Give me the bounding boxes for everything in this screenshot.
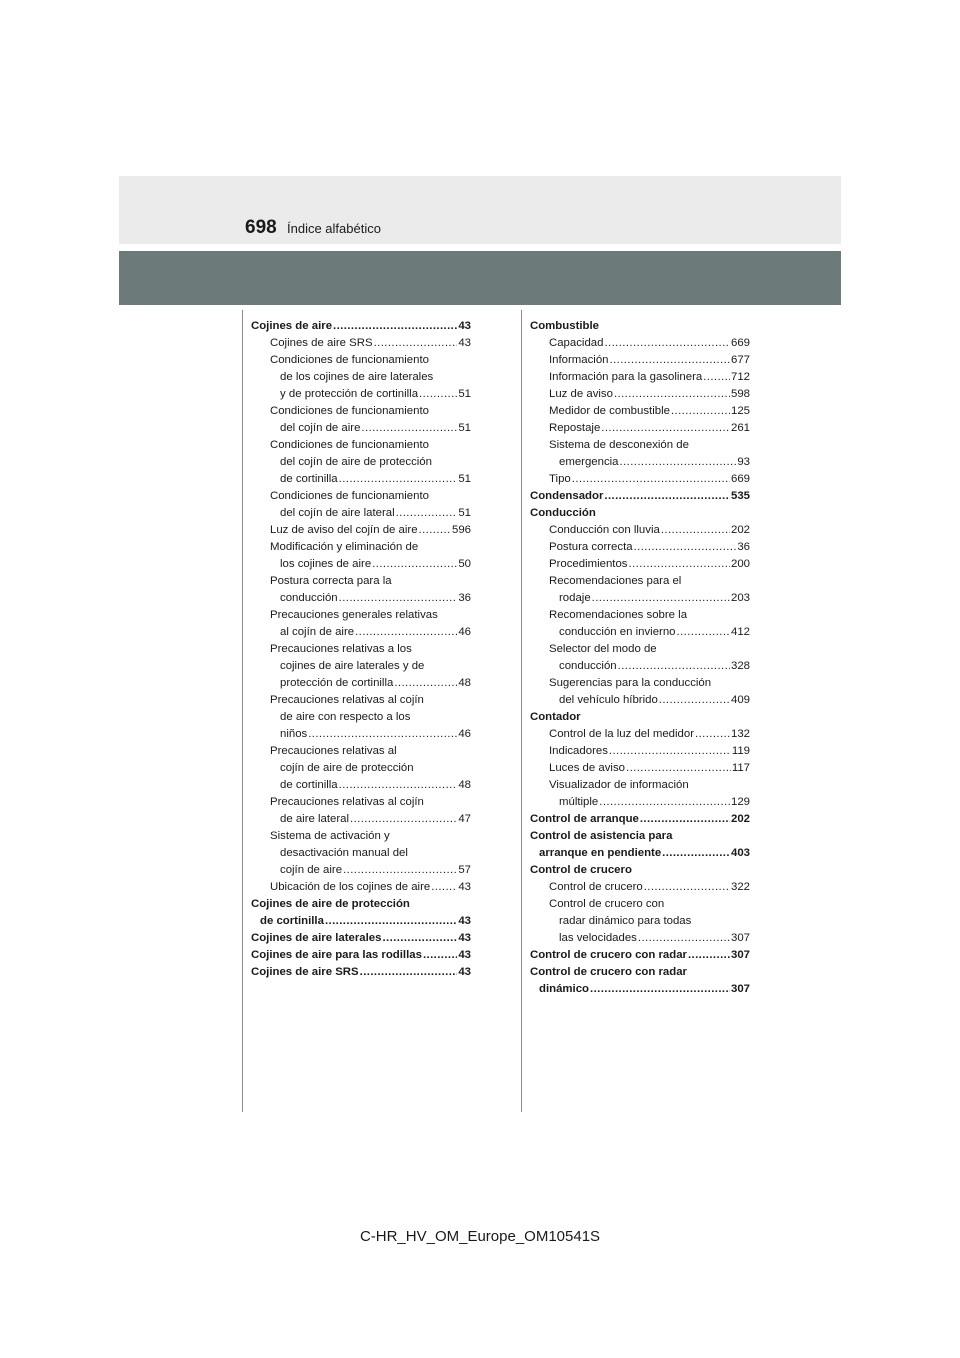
index-entry-text: múltiple bbox=[559, 796, 599, 808]
index-entry-text: Cojines de aire SRS bbox=[251, 966, 359, 978]
header-band-dark bbox=[119, 251, 841, 305]
index-entry-text: desactivación manual del bbox=[280, 847, 408, 859]
index-entry-text: las velocidades bbox=[559, 932, 637, 944]
index-entry bbox=[251, 692, 471, 709]
index-entry-text: Indicadores bbox=[549, 745, 608, 757]
index-entry-text: niños bbox=[280, 728, 308, 740]
index-entry bbox=[530, 675, 750, 692]
dot-leader bbox=[572, 471, 730, 488]
dot-leader bbox=[382, 930, 457, 947]
dot-leader bbox=[431, 879, 457, 896]
index-entry-page: 307 bbox=[730, 983, 750, 995]
index-entry bbox=[251, 862, 471, 879]
index-entry bbox=[251, 505, 471, 522]
index-entry bbox=[530, 607, 750, 624]
index-entry-page: 669 bbox=[730, 473, 750, 485]
index-entry-page: 328 bbox=[730, 660, 750, 672]
index-entry bbox=[530, 556, 750, 573]
index-entry-text: Condensador bbox=[530, 490, 604, 502]
index-entry-text: Visualizador de información bbox=[549, 779, 689, 791]
index-entry-text: cojín de aire de protección bbox=[280, 762, 414, 774]
index-entry-page: 36 bbox=[458, 592, 471, 604]
dot-leader bbox=[610, 352, 730, 369]
dot-leader bbox=[614, 386, 730, 403]
dot-leader bbox=[423, 947, 457, 964]
index-entry bbox=[251, 811, 471, 828]
index-entry-text: Conducción bbox=[530, 507, 596, 519]
dot-leader bbox=[355, 624, 457, 641]
index-entry-text: Condiciones de funcionamiento bbox=[270, 439, 429, 451]
index-entry-text: Recomendaciones para el bbox=[549, 575, 682, 587]
dot-leader bbox=[659, 692, 730, 709]
index-entry bbox=[530, 420, 750, 437]
index-entry-text: Precauciones relativas a los bbox=[270, 643, 412, 655]
index-entry bbox=[530, 403, 750, 420]
index-entry bbox=[251, 777, 471, 794]
column-divider-left bbox=[242, 310, 243, 1112]
index-entry-text: Medidor de combustible bbox=[549, 405, 670, 417]
index-entry-page: 119 bbox=[731, 745, 750, 757]
dot-leader bbox=[609, 743, 731, 760]
index-entry-text: dinámico bbox=[539, 983, 590, 995]
dot-leader bbox=[339, 777, 458, 794]
index-entry bbox=[251, 641, 471, 658]
index-entry-text: Postura correcta bbox=[549, 541, 633, 553]
index-entry-text: del vehículo híbrido bbox=[559, 694, 658, 706]
index-entry bbox=[530, 828, 750, 845]
dot-leader bbox=[703, 369, 730, 386]
index-entry bbox=[251, 590, 471, 607]
index-entry bbox=[530, 811, 750, 828]
index-entry-text: y de protección de cortinilla bbox=[280, 388, 419, 400]
index-entry-text: Sugerencias para la conducción bbox=[549, 677, 712, 689]
index-entry-text: Postura correcta para la bbox=[270, 575, 392, 587]
index-entry-text: de aire lateral bbox=[280, 813, 350, 825]
index-entry bbox=[251, 675, 471, 692]
index-entry bbox=[530, 777, 750, 794]
index-entry-page: 598 bbox=[730, 388, 750, 400]
index-entry bbox=[251, 794, 471, 811]
index-entry-page: 43 bbox=[458, 881, 471, 893]
index-entry-page: 412 bbox=[730, 626, 750, 638]
index-entry bbox=[530, 335, 750, 352]
index-entry bbox=[251, 760, 471, 777]
index-entry-page: 51 bbox=[458, 507, 471, 519]
dot-leader bbox=[620, 454, 737, 471]
index-entry bbox=[251, 522, 471, 539]
index-entry-page: 43 bbox=[458, 915, 471, 927]
index-entry-page: 43 bbox=[458, 966, 471, 978]
index-entry bbox=[251, 828, 471, 845]
index-entry-page: 200 bbox=[730, 558, 750, 570]
index-entry-page: 307 bbox=[730, 932, 750, 944]
index-entry-text: Sistema de activación y bbox=[270, 830, 390, 842]
index-entry bbox=[530, 539, 750, 556]
index-entry-text: Precauciones relativas al cojín bbox=[270, 694, 424, 706]
index-entry bbox=[251, 964, 471, 981]
page-number: 698 bbox=[245, 217, 277, 238]
index-entry-text: Luz de aviso bbox=[549, 388, 613, 400]
index-entry-page: 409 bbox=[730, 694, 750, 706]
index-entry bbox=[530, 437, 750, 454]
index-entry-text: Condiciones de funcionamiento bbox=[270, 354, 429, 366]
index-entry bbox=[530, 522, 750, 539]
index-entry-text: Modificación y eliminación de bbox=[270, 541, 419, 553]
index-column-left bbox=[251, 318, 471, 981]
index-entry-text: conducción en invierno bbox=[559, 626, 676, 638]
dot-leader bbox=[396, 505, 458, 522]
dot-leader bbox=[629, 556, 730, 573]
dot-leader bbox=[372, 556, 457, 573]
index-entry-text: cojín de aire bbox=[280, 864, 343, 876]
index-entry bbox=[530, 896, 750, 913]
index-entry-page: 203 bbox=[730, 592, 750, 604]
index-entry-page: 403 bbox=[730, 847, 750, 859]
index-entry-page: 202 bbox=[730, 524, 750, 536]
index-entry-page: 535 bbox=[730, 490, 750, 502]
index-entry bbox=[530, 794, 750, 811]
index-entry bbox=[530, 454, 750, 471]
index-entry-page: 125 bbox=[730, 405, 750, 417]
dot-leader bbox=[604, 335, 730, 352]
index-entry bbox=[251, 624, 471, 641]
index-entry-text: Procedimientos bbox=[549, 558, 628, 570]
index-entry bbox=[530, 386, 750, 403]
index-entry-text: Control de asistencia para bbox=[530, 830, 673, 842]
index-entry-text: Sistema de desconexión de bbox=[549, 439, 689, 451]
dot-leader bbox=[640, 811, 730, 828]
index-entry-page: 93 bbox=[737, 456, 750, 468]
index-entry bbox=[530, 913, 750, 930]
index-entry-page: 712 bbox=[730, 371, 750, 383]
index-entry bbox=[530, 692, 750, 709]
index-entry bbox=[251, 369, 471, 386]
dot-leader bbox=[677, 624, 730, 641]
dot-leader bbox=[419, 522, 451, 539]
dot-leader bbox=[671, 403, 730, 420]
index-entry-text: Capacidad bbox=[549, 337, 604, 349]
index-entry bbox=[530, 590, 750, 607]
index-entry bbox=[251, 539, 471, 556]
dot-leader bbox=[644, 879, 730, 896]
index-entry-text: radar dinámico para todas bbox=[559, 915, 692, 927]
dot-leader bbox=[601, 420, 730, 437]
index-entry bbox=[530, 709, 750, 726]
index-entry-page: 36 bbox=[737, 541, 750, 553]
index-entry-text: Luz de aviso del cojín de aire bbox=[270, 524, 418, 536]
index-entry-text: Control de crucero con radar bbox=[530, 966, 687, 978]
dot-leader bbox=[604, 488, 730, 505]
index-entry-text: Control de crucero bbox=[530, 864, 632, 876]
index-entry bbox=[251, 607, 471, 624]
index-entry bbox=[251, 913, 471, 930]
dot-leader bbox=[634, 539, 737, 556]
index-entry-text: Control de crucero bbox=[549, 881, 643, 893]
index-entry-page: 51 bbox=[458, 388, 471, 400]
index-entry bbox=[251, 556, 471, 573]
index-entry-text: Condiciones de funcionamiento bbox=[270, 405, 429, 417]
index-entry-text: Selector del modo de bbox=[549, 643, 657, 655]
index-entry bbox=[530, 743, 750, 760]
dot-leader bbox=[361, 420, 457, 437]
index-entry-page: 596 bbox=[451, 524, 471, 536]
index-entry-text: Combustible bbox=[530, 320, 599, 332]
dot-leader bbox=[618, 658, 730, 675]
index-entry-text: del cojín de aire lateral bbox=[280, 507, 395, 519]
index-entry bbox=[530, 505, 750, 522]
dot-leader bbox=[339, 590, 458, 607]
dot-leader bbox=[419, 386, 457, 403]
index-entry bbox=[251, 726, 471, 743]
section-title: Índice alfabético bbox=[287, 221, 381, 236]
index-column-right bbox=[530, 318, 750, 998]
index-entry bbox=[530, 845, 750, 862]
index-entry bbox=[251, 318, 471, 335]
dot-leader bbox=[662, 845, 730, 862]
index-entry-page: 46 bbox=[458, 728, 471, 740]
header-band-light bbox=[119, 176, 841, 244]
dot-leader bbox=[339, 471, 458, 488]
index-entry-page: 51 bbox=[458, 473, 471, 485]
index-entry-page: 307 bbox=[730, 949, 750, 961]
document-code: C-HR_HV_OM_Europe_OM10541S bbox=[359, 1228, 601, 1245]
index-entry-text: conducción bbox=[280, 592, 338, 604]
index-entry-text: Precauciones generales relativas bbox=[270, 609, 438, 621]
index-entry-page: 261 bbox=[730, 422, 750, 434]
dot-leader bbox=[350, 811, 457, 828]
index-entry-page: 669 bbox=[730, 337, 750, 349]
index-entry-page: 57 bbox=[458, 864, 471, 876]
dot-leader bbox=[394, 675, 457, 692]
index-entry bbox=[251, 658, 471, 675]
index-entry-text: conducción bbox=[559, 660, 617, 672]
dot-leader bbox=[333, 318, 457, 335]
index-entry-text: de aire con respecto a los bbox=[280, 711, 411, 723]
index-entry-page: 50 bbox=[458, 558, 471, 570]
index-entry bbox=[530, 318, 750, 335]
index-entry-text: protección de cortinilla bbox=[280, 677, 394, 689]
index-entry bbox=[251, 573, 471, 590]
index-entry-page: 43 bbox=[458, 337, 471, 349]
index-entry bbox=[251, 471, 471, 488]
index-entry bbox=[251, 403, 471, 420]
index-entry bbox=[530, 658, 750, 675]
index-entry bbox=[251, 709, 471, 726]
index-entry-text: Conducción con lluvia bbox=[549, 524, 660, 536]
index-entry-page: 129 bbox=[730, 796, 750, 808]
dot-leader bbox=[308, 726, 457, 743]
index-entry bbox=[530, 760, 750, 777]
dot-leader bbox=[695, 726, 730, 743]
index-entry-page: 117 bbox=[731, 762, 750, 774]
index-entry-text: Cojines de aire de protección bbox=[251, 898, 410, 910]
index-entry bbox=[530, 471, 750, 488]
index-entry-text: Precauciones relativas al cojín bbox=[270, 796, 424, 808]
index-entry-text: Control de la luz del medidor bbox=[549, 728, 694, 740]
index-entry-text: Contador bbox=[530, 711, 581, 723]
index-entry bbox=[251, 386, 471, 403]
index-entry bbox=[251, 743, 471, 760]
index-entry bbox=[251, 335, 471, 352]
index-entry-text: Tipo bbox=[549, 473, 571, 485]
index-entry-text: Luces de aviso bbox=[549, 762, 625, 774]
index-entry bbox=[530, 947, 750, 964]
index-entry bbox=[251, 930, 471, 947]
dot-leader bbox=[626, 760, 731, 777]
index-entry bbox=[530, 641, 750, 658]
index-entry-page: 677 bbox=[730, 354, 750, 366]
index-entry bbox=[530, 862, 750, 879]
index-entry-text: los cojines de aire bbox=[280, 558, 372, 570]
index-entry bbox=[251, 896, 471, 913]
index-entry bbox=[530, 981, 750, 998]
index-entry-text: Cojines de aire SRS bbox=[270, 337, 373, 349]
dot-leader bbox=[638, 930, 730, 947]
index-entry bbox=[251, 879, 471, 896]
index-entry-page: 51 bbox=[458, 422, 471, 434]
index-entry-text: de cortinilla bbox=[280, 473, 338, 485]
index-entry-page: 48 bbox=[458, 677, 471, 689]
index-entry bbox=[530, 726, 750, 743]
dot-leader bbox=[592, 590, 730, 607]
index-entry bbox=[530, 369, 750, 386]
index-entry bbox=[251, 454, 471, 471]
index-entry-page: 132 bbox=[730, 728, 750, 740]
dot-leader bbox=[688, 947, 730, 964]
index-entry-text: Precauciones relativas al bbox=[270, 745, 397, 757]
index-entry-text: Cojines de aire bbox=[251, 320, 333, 332]
index-entry-text: cojines de aire laterales y de bbox=[280, 660, 425, 672]
index-entry-text: Recomendaciones sobre la bbox=[549, 609, 688, 621]
index-entry-page: 202 bbox=[730, 813, 750, 825]
index-entry-text: Condiciones de funcionamiento bbox=[270, 490, 429, 502]
index-entry bbox=[251, 420, 471, 437]
index-entry-text: emergencia bbox=[559, 456, 619, 468]
index-entry bbox=[530, 352, 750, 369]
index-entry bbox=[251, 352, 471, 369]
index-entry-page: 46 bbox=[458, 626, 471, 638]
index-entry-text: Repostaje bbox=[549, 422, 601, 434]
index-entry bbox=[251, 947, 471, 964]
index-entry-text: arranque en pendiente bbox=[539, 847, 662, 859]
index-entry bbox=[530, 879, 750, 896]
index-entry bbox=[530, 624, 750, 641]
index-entry bbox=[251, 437, 471, 454]
index-entry-text: Cojines de aire laterales bbox=[251, 932, 382, 944]
index-entry-page: 48 bbox=[458, 779, 471, 791]
column-divider-right bbox=[521, 310, 522, 1112]
index-entry-text: de los cojines de aire laterales bbox=[280, 371, 434, 383]
dot-leader bbox=[661, 522, 730, 539]
index-entry-page: 47 bbox=[458, 813, 471, 825]
index-entry-text: Información bbox=[549, 354, 609, 366]
dot-leader bbox=[360, 964, 458, 981]
dot-leader bbox=[325, 913, 457, 930]
index-entry bbox=[530, 488, 750, 505]
index-entry-text: del cojín de aire bbox=[280, 422, 361, 434]
index-entry-text: al cojín de aire bbox=[280, 626, 355, 638]
index-entry bbox=[530, 930, 750, 947]
index-entry-text: Control de crucero con bbox=[549, 898, 665, 910]
index-entry-page: 43 bbox=[458, 320, 471, 332]
index-entry-text: de cortinilla bbox=[280, 779, 338, 791]
index-entry-text: Ubicación de los cojines de aire bbox=[270, 881, 431, 893]
index-entry bbox=[251, 488, 471, 505]
index-entry-text: Control de arranque bbox=[530, 813, 639, 825]
index-entry-page: 43 bbox=[458, 949, 471, 961]
dot-leader bbox=[374, 335, 458, 352]
index-entry bbox=[530, 964, 750, 981]
index-entry-text: Cojines de aire para las rodillas bbox=[251, 949, 422, 961]
index-entry-text: Información para la gasolinera bbox=[549, 371, 703, 383]
dot-leader bbox=[599, 794, 730, 811]
dot-leader bbox=[343, 862, 457, 879]
index-entry bbox=[530, 573, 750, 590]
index-entry-page: 43 bbox=[458, 932, 471, 944]
index-entry-text: del cojín de aire de protección bbox=[280, 456, 432, 468]
index-entry-text: Control de crucero con radar bbox=[530, 949, 687, 961]
dot-leader bbox=[590, 981, 730, 998]
index-entry bbox=[251, 845, 471, 862]
index-entry-page: 322 bbox=[730, 881, 750, 893]
index-entry-text: de cortinilla bbox=[260, 915, 324, 927]
index-entry-text: rodaje bbox=[559, 592, 591, 604]
